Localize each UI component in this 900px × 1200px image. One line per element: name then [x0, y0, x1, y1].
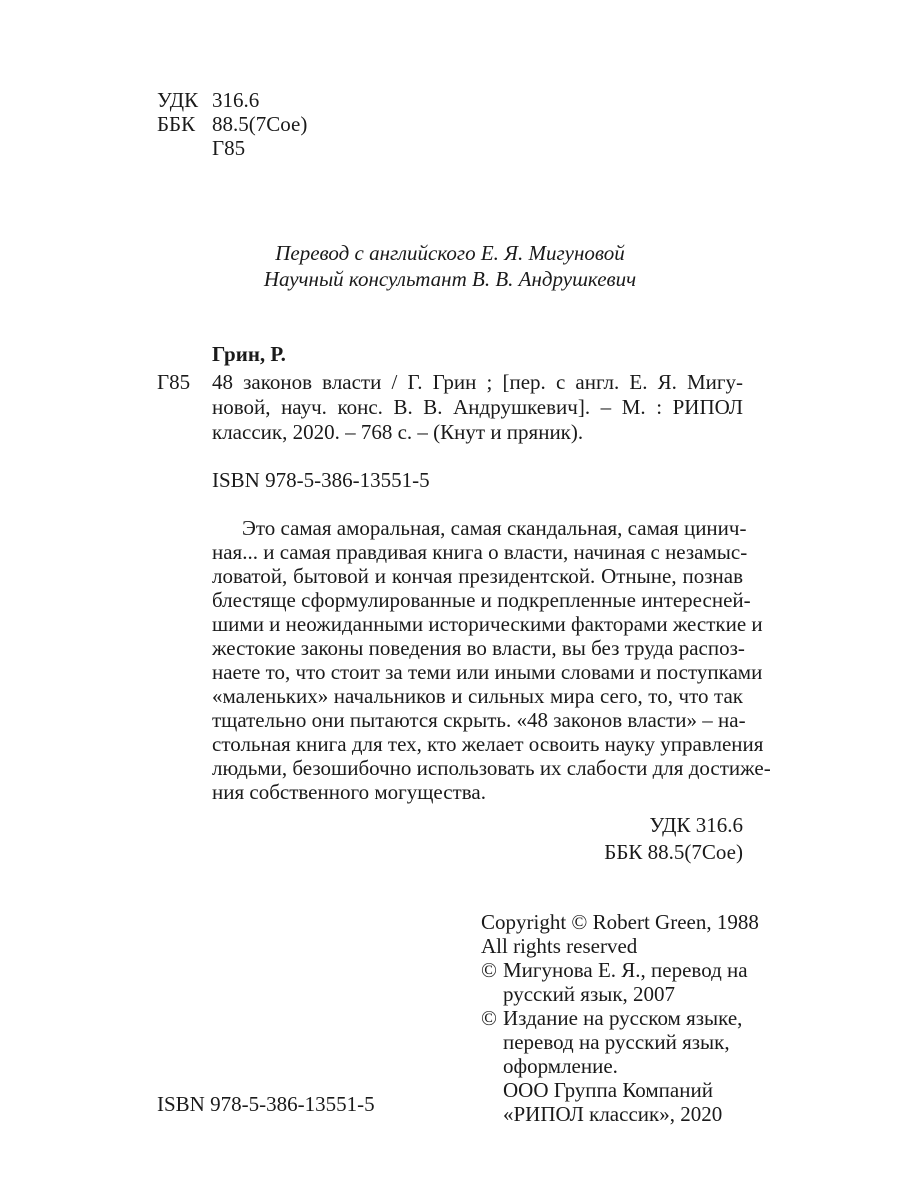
annotation-line: «маленьких» начальников и сильных мира сего, то, что так	[212, 684, 743, 708]
copyright-sign: ©	[481, 958, 497, 982]
bib-line-3: классик, 2020. – 768 с. – (Кнут и пряник).	[212, 420, 584, 444]
author-mark-line	[157, 136, 307, 160]
copyright-translation-cont: русский язык, 2007	[503, 982, 676, 1006]
copyright-line-author: Copyright © Robert Green, 1988	[481, 910, 759, 934]
publisher-name-year: «РИПОЛ классик», 2020	[503, 1102, 723, 1126]
udk-code-right: УДК 316.6	[649, 813, 743, 837]
annotation-line: ловатой, бытовой и кончая президентской. Отныне, познав	[212, 564, 743, 588]
card-author-mark: Г85	[157, 370, 191, 394]
annotation-line: ния собственного могущества.	[212, 780, 486, 804]
copyright-edition-cont: оформление.	[503, 1054, 618, 1078]
annotation-paragraph	[212, 516, 771, 804]
publisher-name: ООО Группа Компаний	[503, 1078, 713, 1102]
classification-block	[157, 88, 307, 160]
copyright-block	[481, 910, 759, 1126]
annotation-line: людьми, безошибочно использовать их слабости для достиже-	[212, 756, 771, 780]
author-mark: Г85	[212, 136, 246, 160]
author-heading: Грин, Р.	[212, 342, 286, 366]
bib-line-2: новой, науч. конс. В. В. Андрушкевич]. – М. : РИПОЛ	[212, 395, 743, 419]
credits-block	[150, 240, 750, 292]
copyright-translation	[481, 958, 759, 982]
bbk-code-right: ББК 88.5(7Сое)	[604, 840, 743, 864]
bib-line-1: 48 законов власти / Г. Грин ; [пер. с англ. Е. Я. Мигу-	[212, 370, 743, 394]
copyright-edition	[481, 1006, 759, 1030]
annotation-line: Это самая аморальная, самая скандальная, самая цинич-	[242, 516, 747, 540]
udk-line	[157, 88, 307, 112]
udk-value: 316.6	[212, 88, 260, 112]
annotation-line: блестяще сформулированные и подкрепленные интересней-	[212, 588, 751, 612]
translation-credit: Перевод с английского Е. Я. Мигуновой	[275, 241, 625, 265]
rights-reserved-line: All rights reserved	[481, 934, 638, 958]
consultant-credit: Научный консультант В. В. Андрушкевич	[263, 267, 637, 291]
bottom-isbn: ISBN 978-5-386-13551-5	[157, 1092, 375, 1116]
annotation-line: ная... и самая правдивая книга о власти, начиная с незамыс-	[212, 540, 748, 564]
annotation-line: стольная книга для тех, кто желает освоить науку управления	[212, 732, 764, 756]
annotation-line: шими и неожиданными историческими факторами жесткие и	[212, 612, 763, 636]
annotation-line: наете то, что стоит за теми или иными словами и поступками	[212, 660, 763, 684]
bibliographic-record	[212, 370, 743, 445]
bbk-value: 88.5(7Сое)	[212, 112, 308, 136]
annotation-line: тщательно они пытаются скрыть. «48 законов власти» – на-	[212, 708, 746, 732]
copyright-translation-text: Мигунова Е. Я., перевод на	[503, 958, 748, 982]
copyright-edition-text: Издание на русском языке,	[503, 1006, 743, 1030]
card-isbn: ISBN 978-5-386-13551-5	[212, 468, 430, 492]
annotation-line: жестокие законы поведения во власти, вы без труда распоз-	[212, 636, 745, 660]
udk-label: УДК	[157, 88, 199, 112]
bbk-line	[157, 112, 307, 136]
bbk-label: ББК	[157, 112, 196, 136]
codes-right-block	[604, 812, 743, 866]
copyright-sign: ©	[481, 1006, 497, 1030]
copyright-edition-cont: перевод на русский язык,	[503, 1030, 730, 1054]
